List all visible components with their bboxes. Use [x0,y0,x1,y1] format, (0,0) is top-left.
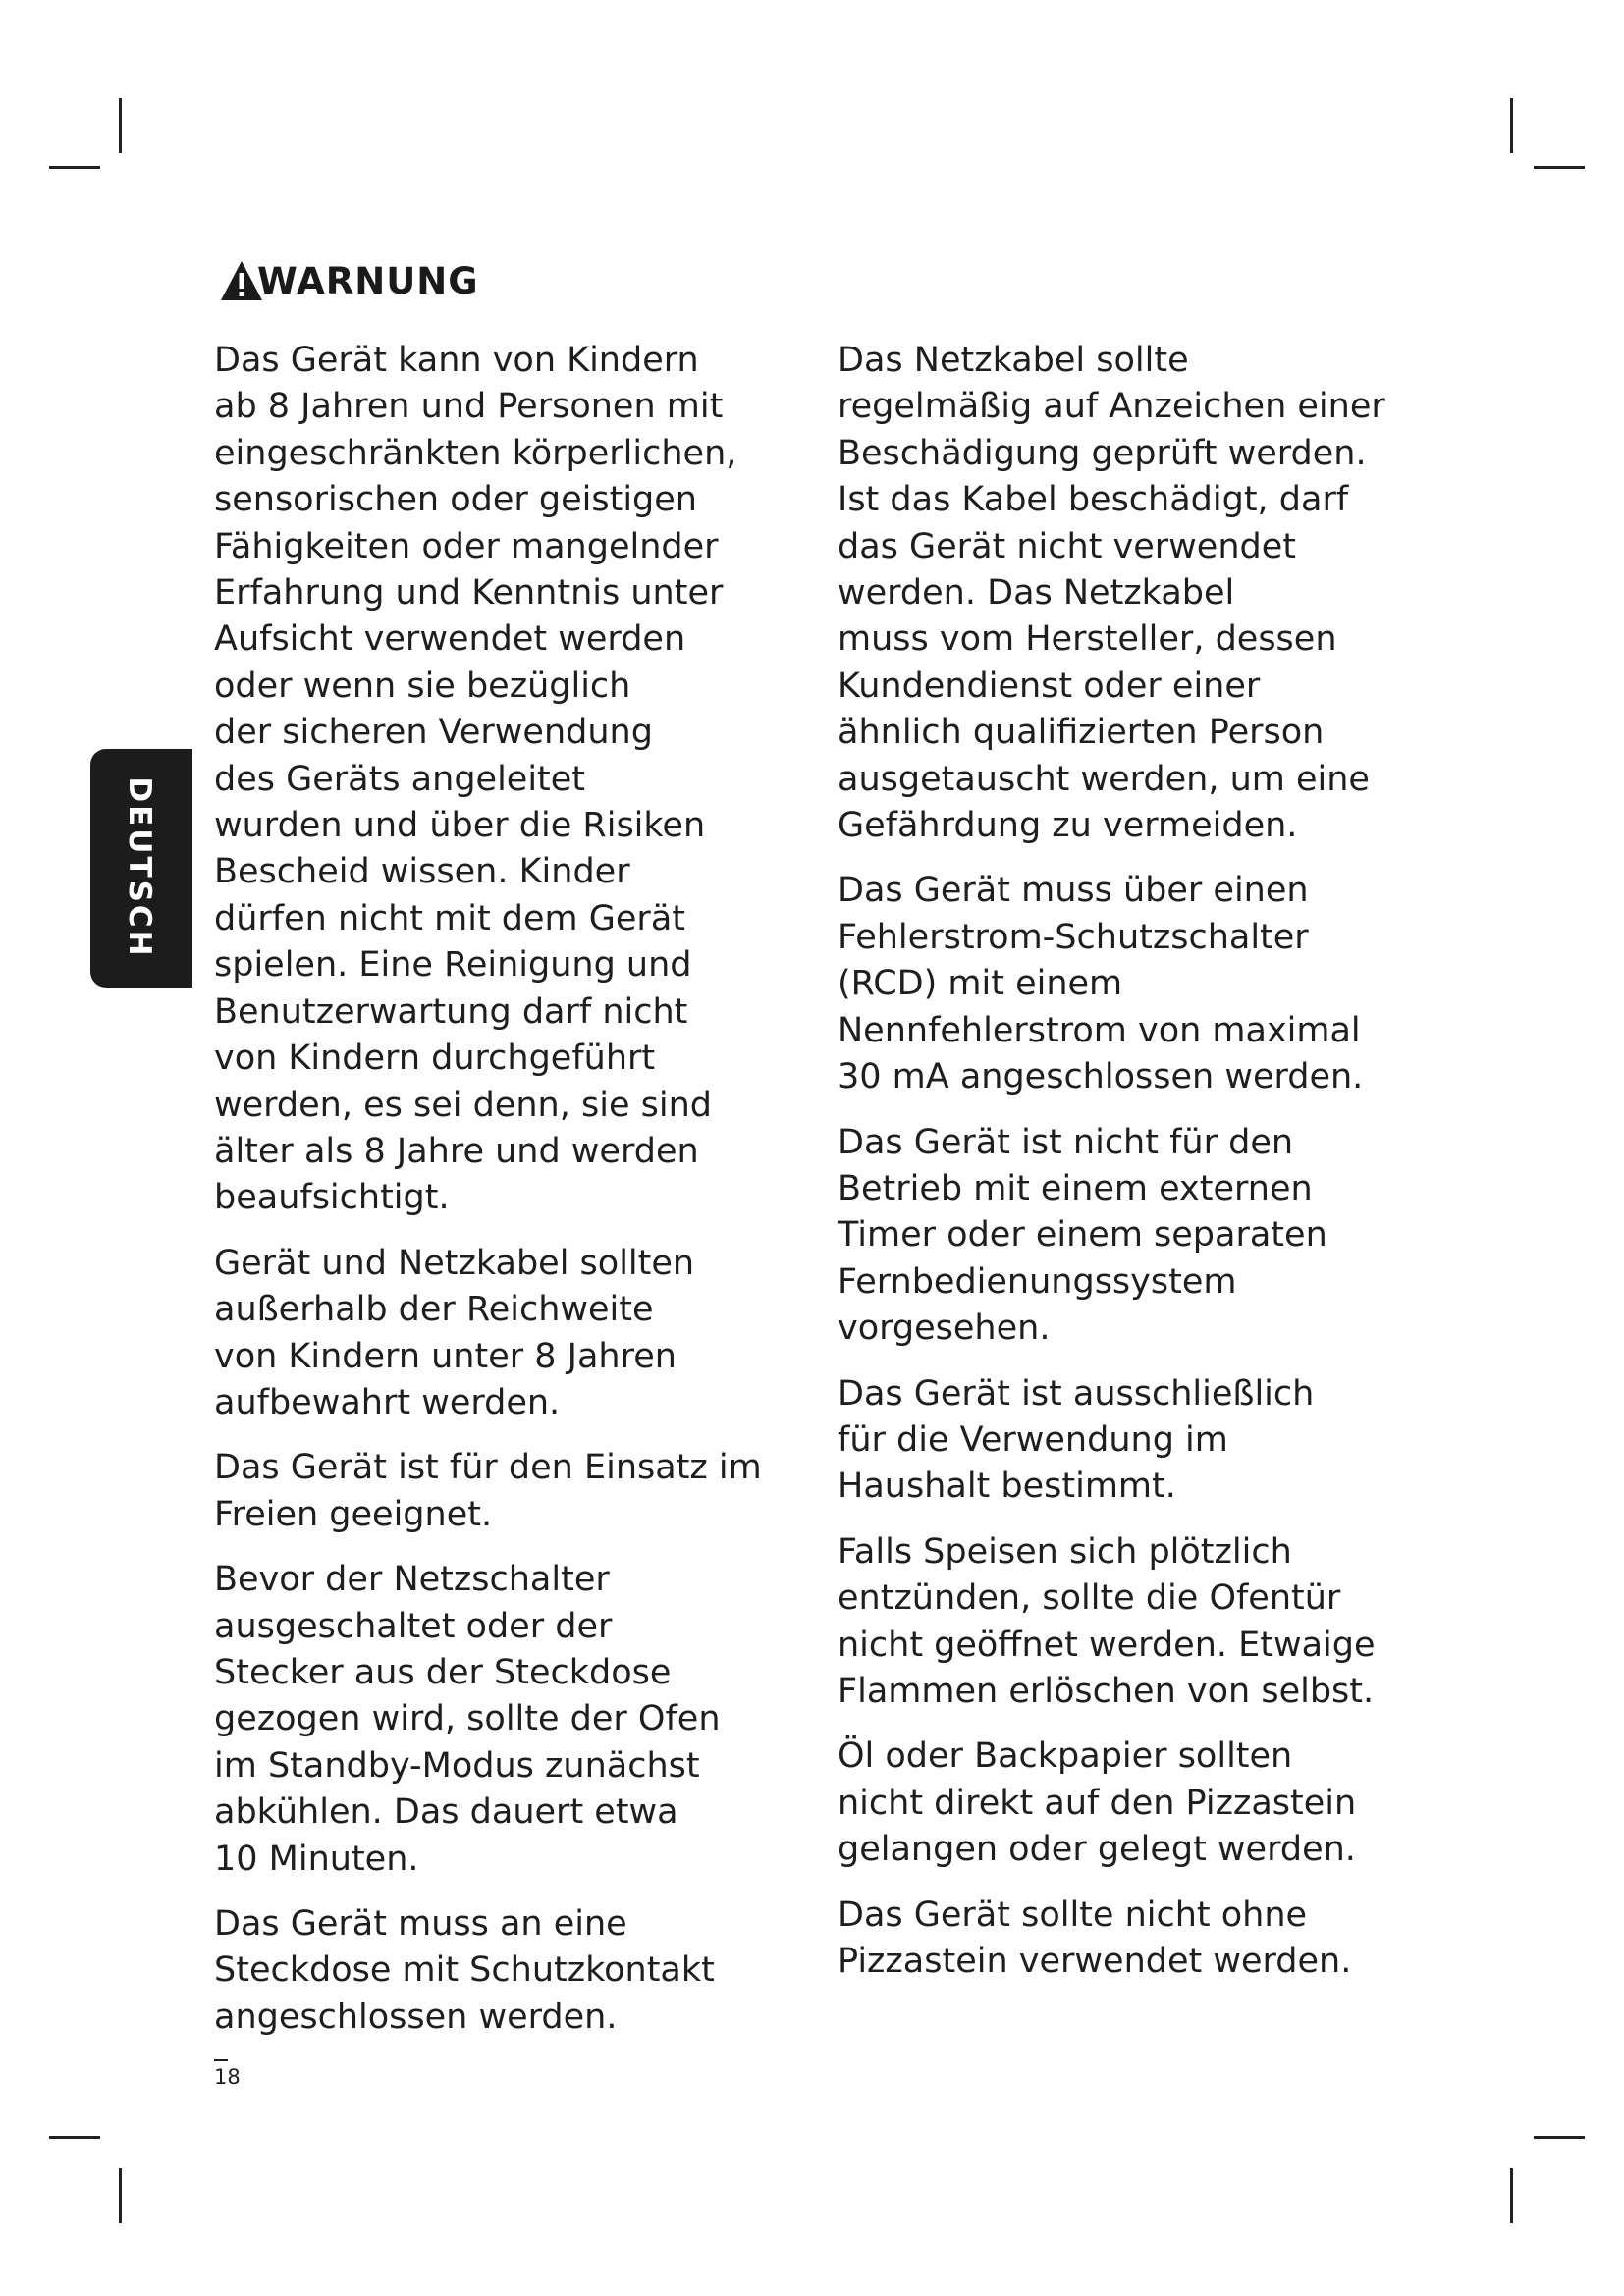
text-line: werden. Das Netzkabel [838,573,1235,614]
crop-mark-bottom-left-horizontal [49,2136,100,2139]
text-line: Fehlerstrom-Schutzschalter [838,917,1309,957]
text-line: ausgeschaltet oder der [214,1606,613,1646]
text-line: Fernbedienungssystem [838,1261,1237,1302]
text-line: vorgesehen. [838,1308,1051,1349]
text-line: Benutzerwartung darf nicht [214,991,688,1032]
text-line: 10 Minuten. [214,1839,419,1879]
text-line: 30 mA angeschlossen werden. [838,1057,1364,1097]
text-line: Das Gerät ist ausschließlich [838,1373,1315,1414]
text-line: Betrieb mit einem externen [838,1168,1313,1208]
paragraph [838,1120,1436,1353]
text-line: für die Verwendung im [838,1419,1228,1460]
text-line: gezogen wird, sollte der Ofen [214,1699,721,1739]
page-number-rule [214,2059,228,2061]
text-line: Kundendienst oder einer [838,666,1261,706]
text-line: von Kindern unter 8 Jahren [214,1336,677,1376]
left-text-column [214,338,803,2059]
right-text-column [838,338,1436,2003]
text-line: gelangen oder gelegt werden. [838,1830,1356,1870]
text-line: Bescheid wissen. Kinder [214,852,630,892]
paragraph [838,338,1436,849]
paragraph [214,1901,803,2041]
text-line: werden, es sei denn, sie sind [214,1085,712,1125]
text-line: muss vom Hersteller, dessen [838,619,1337,660]
text-line: der sicheren Verwendung [214,713,653,753]
text-line: Gefährdung zu vermeiden. [838,806,1298,846]
text-line: Beschädigung geprüft werden. [838,433,1367,473]
crop-mark-top-left-vertical [119,98,122,153]
text-line: älter als 8 Jahre und werden [214,1131,699,1171]
paragraph [838,868,1436,1100]
text-line: Aufsicht verwendet werden [214,619,686,660]
paragraph [214,1241,803,1427]
crop-mark-bottom-right-horizontal [1534,2136,1585,2139]
page-number: 18 [214,2065,241,2089]
crop-mark-bottom-left-vertical [119,2168,122,2223]
text-line: ähnlich qualifizierten Person [838,713,1325,753]
text-line: Das Gerät ist nicht für den [838,1122,1294,1162]
text-line: Freien geeignet. [214,1494,493,1534]
text-line: Das Gerät muss über einen [838,871,1309,911]
text-line: Falls Speisen sich plötzlich [838,1531,1292,1572]
paragraph [214,1445,803,1538]
text-line: regelmäßig auf Anzeichen einer [838,387,1385,427]
text-line: oder wenn sie bezüglich [214,666,631,706]
text-line: spielen. Eine Reinigung und [214,945,692,986]
text-line: Timer oder einem separaten [838,1215,1327,1255]
crop-mark-bottom-right-vertical [1510,2168,1513,2223]
text-line: Bevor der Netzschalter [214,1560,610,1600]
text-line: Das Netzkabel sollte [838,341,1189,380]
text-line: nicht geöffnet werden. Etwaige [838,1625,1376,1665]
text-line: abkühlen. Das dauert etwa [214,1792,678,1833]
text-line: Nennfehlerstrom von maximal [838,1010,1361,1050]
text-line: Ist das Kabel beschädigt, darf [838,480,1349,520]
text-line: eingeschränkten körperlichen, [214,433,737,473]
text-line: Das Gerät muss an eine [214,1904,627,1944]
text-line: Öl oder Backpapier sollten [838,1736,1293,1777]
paragraph [838,1734,1436,1873]
text-line: nicht direkt auf den Pizzastein [838,1783,1357,1823]
text-line: (RCD) mit einem [838,964,1123,1004]
text-line: Haushalt bestimmt. [838,1467,1176,1507]
text-line: Pizzastein verwendet werden. [838,1942,1352,1981]
text-line: Stecker aus der Steckdose [214,1652,672,1692]
text-line: ab 8 Jahren und Personen mit [214,387,724,427]
text-line: Steckdose mit Schutzkontakt [214,1950,715,1991]
text-line: Gerät und Netzkabel sollten [214,1243,695,1283]
text-line: das Gerät nicht verwendet [838,526,1296,566]
text-line: des Geräts angeleitet [214,759,586,799]
text-line: Erfahrung und Kenntnis unter [214,573,724,614]
text-line: sensorischen oder geistigen [214,480,697,520]
text-line: Das Gerät sollte nicht ohne [838,1895,1308,1935]
paragraph [838,1529,1436,1716]
language-side-tab-label: DEUTSCH [122,776,157,959]
crop-mark-top-right-vertical [1510,98,1513,153]
text-line: von Kindern durchgeführt [214,1039,656,1079]
text-line: wurden und über die Risiken [214,806,706,846]
text-line: entzünden, sollte die Ofentür [838,1578,1341,1619]
text-line: beaufsichtigt. [214,1178,450,1218]
paragraph [838,1893,1436,1986]
paragraph [214,1557,803,1883]
text-line: im Standby-Modus zunächst [214,1745,700,1786]
paragraph [838,1371,1436,1511]
text-line: Das Gerät ist für den Einsatz im [214,1448,762,1488]
text-line: Fähigkeiten oder mangelnder [214,526,719,566]
crop-mark-top-left-horizontal [49,166,100,169]
warning-heading [220,259,479,302]
text-line: dürfen nicht mit dem Gerät [214,898,685,938]
paragraph [214,338,803,1222]
text-line: Flammen erlöschen von selbst. [838,1671,1375,1711]
text-line: angeschlossen werden. [214,1997,618,2037]
text-line: aufbewahrt werden. [214,1382,561,1422]
text-line: außerhalb der Reichweite [214,1290,654,1330]
warning-title: WARNUNG [257,259,479,302]
text-line: Das Gerät kann von Kindern [214,341,699,380]
text-line: ausgetauscht werden, um eine [838,759,1370,799]
crop-mark-top-right-horizontal [1534,166,1585,169]
